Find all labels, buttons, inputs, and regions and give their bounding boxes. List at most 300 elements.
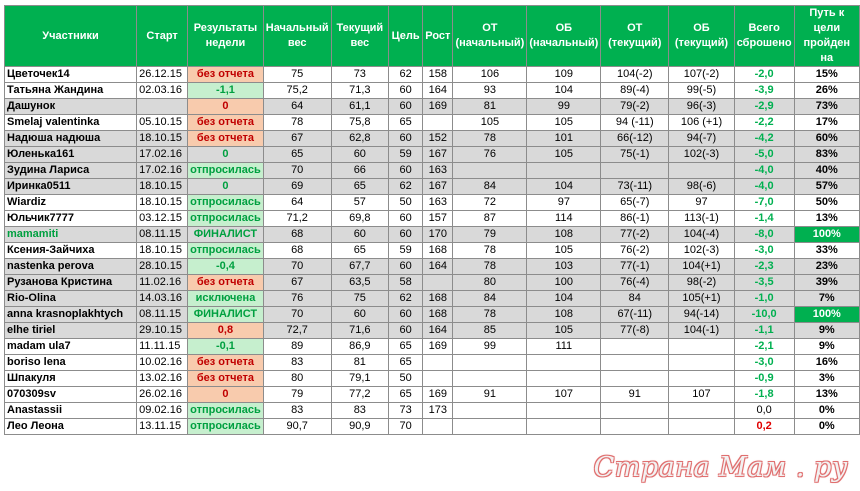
- cell-hips-current: [669, 355, 734, 371]
- table-row: [5, 307, 860, 323]
- cell-waist-start: 78: [453, 131, 527, 147]
- cell-weekly-result: отпросилась: [188, 403, 264, 419]
- cell-goal-weight: 62: [389, 67, 423, 83]
- cell-hips-start: 105: [527, 147, 601, 163]
- cell-goal-weight: 70: [389, 419, 423, 435]
- cell-participant-name: boriso lena: [5, 355, 137, 371]
- cell-participant-name: madam ula7: [5, 339, 137, 355]
- cell-weight-start: 83: [263, 355, 331, 371]
- cell-path-to-goal: 39%: [794, 275, 859, 291]
- cell-weight-start: 65: [263, 147, 331, 163]
- cell-path-to-goal: 23%: [794, 259, 859, 275]
- cell-participant-name: Юльчик7777: [5, 211, 137, 227]
- cell-path-to-goal: 13%: [794, 387, 859, 403]
- cell-hips-start: 114: [527, 211, 601, 227]
- cell-participant-name: Цветочек14: [5, 67, 137, 83]
- cell-start-date: 29.10.15: [137, 323, 188, 339]
- cell-waist-start: [453, 355, 527, 371]
- header-row: [5, 6, 860, 67]
- cell-height: 169: [423, 339, 453, 355]
- participants-table: [4, 5, 860, 435]
- cell-path-to-goal: 15%: [794, 67, 859, 83]
- cell-weight-current: 86,9: [331, 339, 388, 355]
- cell-total-lost: -3,0: [734, 243, 794, 259]
- cell-height: 168: [423, 291, 453, 307]
- cell-waist-start: [453, 371, 527, 387]
- cell-goal-weight: 60: [389, 83, 423, 99]
- cell-waist-current: 89(-4): [601, 83, 669, 99]
- cell-weight-start: 76: [263, 291, 331, 307]
- cell-participant-name: Дашунок: [5, 99, 137, 115]
- cell-hips-start: [527, 163, 601, 179]
- cell-height: 167: [423, 179, 453, 195]
- cell-waist-start: 78: [453, 243, 527, 259]
- cell-height: [423, 115, 453, 131]
- cell-waist-start: 84: [453, 291, 527, 307]
- cell-waist-current: [601, 339, 669, 355]
- cell-height: [423, 355, 453, 371]
- cell-hips-current: 105(+1): [669, 291, 734, 307]
- cell-total-lost: -7,0: [734, 195, 794, 211]
- cell-participant-name: Надюша надюша: [5, 131, 137, 147]
- cell-hips-current: 113(-1): [669, 211, 734, 227]
- cell-weight-start: 71,2: [263, 211, 331, 227]
- cell-weekly-result: отпросилась: [188, 195, 264, 211]
- cell-waist-start: 81: [453, 99, 527, 115]
- cell-waist-current: 77(-2): [601, 227, 669, 243]
- table-row: [5, 195, 860, 211]
- cell-participant-name: elhe tiriel: [5, 323, 137, 339]
- cell-weight-current: 62,8: [331, 131, 388, 147]
- cell-hips-start: [527, 419, 601, 435]
- cell-hips-start: 111: [527, 339, 601, 355]
- cell-goal-weight: 62: [389, 291, 423, 307]
- cell-hips-current: [669, 339, 734, 355]
- cell-hips-start: 101: [527, 131, 601, 147]
- cell-height: [423, 275, 453, 291]
- cell-path-to-goal: 9%: [794, 323, 859, 339]
- cell-weight-current: 79,1: [331, 371, 388, 387]
- cell-hips-current: 99(-5): [669, 83, 734, 99]
- cell-weekly-result: без отчета: [188, 371, 264, 387]
- table-row: [5, 179, 860, 195]
- cell-weight-start: 83: [263, 403, 331, 419]
- cell-weekly-result: отпросилась: [188, 163, 264, 179]
- cell-hips-start: 108: [527, 227, 601, 243]
- cell-participant-name: Зудина Лариса: [5, 163, 137, 179]
- cell-weight-start: 78: [263, 115, 331, 131]
- header-hips-start: ОБ (начальный): [527, 6, 601, 67]
- cell-waist-start: 80: [453, 275, 527, 291]
- cell-height: [423, 371, 453, 387]
- cell-weekly-result: без отчета: [188, 355, 264, 371]
- cell-waist-current: 76(-4): [601, 275, 669, 291]
- cell-participant-name: 070309sv: [5, 387, 137, 403]
- cell-weight-current: 60: [331, 227, 388, 243]
- cell-weight-current: 66: [331, 163, 388, 179]
- cell-path-to-goal: 33%: [794, 243, 859, 259]
- table-row: [5, 147, 860, 163]
- cell-waist-current: [601, 403, 669, 419]
- cell-waist-current: 79(-2): [601, 99, 669, 115]
- cell-height: 169: [423, 387, 453, 403]
- table-row: [5, 323, 860, 339]
- cell-height: 158: [423, 67, 453, 83]
- cell-hips-current: [669, 163, 734, 179]
- cell-weight-current: 71,3: [331, 83, 388, 99]
- cell-weekly-result: 0: [188, 387, 264, 403]
- table-row: [5, 211, 860, 227]
- cell-waist-current: 94 (-11): [601, 115, 669, 131]
- cell-total-lost: -4,0: [734, 179, 794, 195]
- cell-height: 169: [423, 99, 453, 115]
- cell-goal-weight: 73: [389, 403, 423, 419]
- cell-weight-current: 75: [331, 291, 388, 307]
- cell-waist-current: 66(-12): [601, 131, 669, 147]
- cell-hips-current: 97: [669, 195, 734, 211]
- cell-waist-start: 78: [453, 259, 527, 275]
- cell-participant-name: nastenka perova: [5, 259, 137, 275]
- cell-waist-current: 73(-11): [601, 179, 669, 195]
- cell-waist-start: 78: [453, 307, 527, 323]
- cell-hips-start: 104: [527, 83, 601, 99]
- cell-participant-name: Иринка0511: [5, 179, 137, 195]
- cell-hips-current: 104(-1): [669, 323, 734, 339]
- cell-participant-name: Anastassii: [5, 403, 137, 419]
- cell-total-lost: -2,9: [734, 99, 794, 115]
- cell-participant-name: Шпакуля: [5, 371, 137, 387]
- table-row: [5, 291, 860, 307]
- cell-participant-name: Лео Леона: [5, 419, 137, 435]
- cell-start-date: 13.02.16: [137, 371, 188, 387]
- cell-weekly-result: -0,4: [188, 259, 264, 275]
- cell-goal-weight: 65: [389, 339, 423, 355]
- cell-participant-name: mamamiti: [5, 227, 137, 243]
- cell-weekly-result: ФИНАЛИСТ: [188, 227, 264, 243]
- cell-path-to-goal: 9%: [794, 339, 859, 355]
- cell-height: 163: [423, 195, 453, 211]
- cell-start-date: 18.10.15: [137, 179, 188, 195]
- cell-total-lost: -4,2: [734, 131, 794, 147]
- cell-waist-current: 75(-1): [601, 147, 669, 163]
- table-row: [5, 339, 860, 355]
- header-total-lost: Всего сброшено: [734, 6, 794, 67]
- cell-hips-start: 99: [527, 99, 601, 115]
- cell-start-date: 11.11.15: [137, 339, 188, 355]
- header-result: Результаты недели: [188, 6, 264, 67]
- cell-weight-start: 72,7: [263, 323, 331, 339]
- cell-goal-weight: 60: [389, 227, 423, 243]
- cell-waist-start: 106: [453, 67, 527, 83]
- cell-total-lost: -2,2: [734, 115, 794, 131]
- cell-weight-current: 65: [331, 179, 388, 195]
- cell-weight-current: 60: [331, 307, 388, 323]
- cell-start-date: 05.10.15: [137, 115, 188, 131]
- table-row: [5, 387, 860, 403]
- cell-participant-name: anna krasnoplakhtych: [5, 307, 137, 323]
- cell-waist-start: 93: [453, 83, 527, 99]
- cell-start-date: 18.10.15: [137, 195, 188, 211]
- cell-weight-start: 67: [263, 275, 331, 291]
- cell-participant-name: Татьяна Жандина: [5, 83, 137, 99]
- cell-hips-current: 98(-6): [669, 179, 734, 195]
- cell-weight-start: 68: [263, 243, 331, 259]
- cell-goal-weight: 59: [389, 243, 423, 259]
- cell-start-date: 02.03.16: [137, 83, 188, 99]
- cell-height: 163: [423, 163, 453, 179]
- cell-total-lost: -0,9: [734, 371, 794, 387]
- cell-waist-current: 104(-2): [601, 67, 669, 83]
- cell-goal-weight: 60: [389, 307, 423, 323]
- cell-height: 170: [423, 227, 453, 243]
- cell-weight-current: 77,2: [331, 387, 388, 403]
- cell-weight-start: 64: [263, 99, 331, 115]
- cell-path-to-goal: 83%: [794, 147, 859, 163]
- cell-weekly-result: отпросилась: [188, 243, 264, 259]
- cell-waist-current: 86(-1): [601, 211, 669, 227]
- cell-goal-weight: 60: [389, 131, 423, 147]
- cell-hips-start: 105: [527, 115, 601, 131]
- cell-hips-current: 102(-3): [669, 243, 734, 259]
- cell-goal-weight: 60: [389, 211, 423, 227]
- cell-waist-current: 65(-7): [601, 195, 669, 211]
- cell-weight-start: 75,2: [263, 83, 331, 99]
- cell-hips-start: 109: [527, 67, 601, 83]
- cell-weight-start: 64: [263, 195, 331, 211]
- cell-total-lost: -2,0: [734, 67, 794, 83]
- cell-height: 168: [423, 243, 453, 259]
- cell-path-to-goal: 57%: [794, 179, 859, 195]
- cell-waist-start: 99: [453, 339, 527, 355]
- cell-weekly-result: без отчета: [188, 275, 264, 291]
- table-row: [5, 419, 860, 435]
- cell-weekly-result: исключена: [188, 291, 264, 307]
- cell-start-date: 18.10.15: [137, 131, 188, 147]
- cell-weight-start: 75: [263, 67, 331, 83]
- cell-weight-start: 70: [263, 307, 331, 323]
- cell-waist-start: 72: [453, 195, 527, 211]
- cell-weight-current: 81: [331, 355, 388, 371]
- cell-weight-start: 79: [263, 387, 331, 403]
- cell-height: 164: [423, 323, 453, 339]
- table-row: [5, 275, 860, 291]
- cell-waist-start: 84: [453, 179, 527, 195]
- cell-hips-start: [527, 403, 601, 419]
- cell-hips-current: 98(-2): [669, 275, 734, 291]
- cell-path-to-goal: 17%: [794, 115, 859, 131]
- cell-weight-start: 68: [263, 227, 331, 243]
- cell-weekly-result: 0: [188, 147, 264, 163]
- cell-weekly-result: 0,8: [188, 323, 264, 339]
- cell-goal-weight: 58: [389, 275, 423, 291]
- cell-hips-current: [669, 371, 734, 387]
- cell-weekly-result: отпросилась: [188, 419, 264, 435]
- cell-hips-current: 104(-4): [669, 227, 734, 243]
- cell-total-lost: 0,0: [734, 403, 794, 419]
- cell-start-date: 11.02.16: [137, 275, 188, 291]
- cell-hips-current: 107(-2): [669, 67, 734, 83]
- cell-path-to-goal: 7%: [794, 291, 859, 307]
- table-row: [5, 371, 860, 387]
- cell-start-date: 09.02.16: [137, 403, 188, 419]
- cell-hips-current: 96(-3): [669, 99, 734, 115]
- cell-goal-weight: 62: [389, 179, 423, 195]
- cell-weight-start: 90,7: [263, 419, 331, 435]
- cell-path-to-goal: 73%: [794, 99, 859, 115]
- cell-weekly-result: -0,1: [188, 339, 264, 355]
- cell-path-to-goal: 0%: [794, 419, 859, 435]
- cell-waist-start: 87: [453, 211, 527, 227]
- cell-height: [423, 419, 453, 435]
- cell-participant-name: Юленька161: [5, 147, 137, 163]
- cell-goal-weight: 59: [389, 147, 423, 163]
- cell-total-lost: -4,0: [734, 163, 794, 179]
- cell-goal-weight: 65: [389, 355, 423, 371]
- table-row: [5, 403, 860, 419]
- cell-total-lost: -5,0: [734, 147, 794, 163]
- cell-waist-current: 76(-2): [601, 243, 669, 259]
- table-row: [5, 99, 860, 115]
- cell-waist-current: 91: [601, 387, 669, 403]
- header-path-to-goal: Путь к цели пройден на: [794, 6, 859, 67]
- cell-weight-current: 69,8: [331, 211, 388, 227]
- cell-weight-current: 65: [331, 243, 388, 259]
- cell-path-to-goal: 0%: [794, 403, 859, 419]
- cell-total-lost: -1,8: [734, 387, 794, 403]
- cell-start-date: 14.03.16: [137, 291, 188, 307]
- cell-weight-current: 60: [331, 147, 388, 163]
- cell-height: 167: [423, 147, 453, 163]
- cell-start-date: 18.10.15: [137, 243, 188, 259]
- cell-hips-start: 107: [527, 387, 601, 403]
- cell-goal-weight: 60: [389, 99, 423, 115]
- cell-weight-current: 57: [331, 195, 388, 211]
- cell-waist-current: [601, 355, 669, 371]
- cell-waist-start: 76: [453, 147, 527, 163]
- cell-waist-current: [601, 163, 669, 179]
- cell-participant-name: Рузанова Кристина: [5, 275, 137, 291]
- cell-weekly-result: 0: [188, 179, 264, 195]
- cell-goal-weight: 65: [389, 387, 423, 403]
- cell-hips-start: 105: [527, 323, 601, 339]
- cell-hips-start: 103: [527, 259, 601, 275]
- cell-waist-start: 79: [453, 227, 527, 243]
- cell-hips-start: 104: [527, 291, 601, 307]
- cell-weight-current: 83: [331, 403, 388, 419]
- table-row: [5, 131, 860, 147]
- cell-start-date: 08.11.15: [137, 307, 188, 323]
- cell-hips-start: 108: [527, 307, 601, 323]
- cell-hips-current: [669, 419, 734, 435]
- cell-height: 164: [423, 259, 453, 275]
- cell-weight-current: 75,8: [331, 115, 388, 131]
- header-goal: Цель: [389, 6, 423, 67]
- cell-start-date: 17.02.16: [137, 147, 188, 163]
- cell-goal-weight: 60: [389, 259, 423, 275]
- header-hips-current: ОБ (текущий): [669, 6, 734, 67]
- cell-hips-current: 94(-7): [669, 131, 734, 147]
- cell-start-date: 17.02.16: [137, 163, 188, 179]
- cell-waist-current: [601, 371, 669, 387]
- cell-hips-current: 94(-14): [669, 307, 734, 323]
- cell-weight-current: 73: [331, 67, 388, 83]
- cell-participant-name: Smelaj valentinka: [5, 115, 137, 131]
- cell-total-lost: 0,2: [734, 419, 794, 435]
- cell-hips-current: 107: [669, 387, 734, 403]
- cell-weight-current: 71,6: [331, 323, 388, 339]
- cell-total-lost: -10,0: [734, 307, 794, 323]
- cell-weekly-result: отпросилась: [188, 211, 264, 227]
- cell-hips-current: [669, 403, 734, 419]
- header-weight-current: Текущий вес: [331, 6, 388, 67]
- cell-hips-current: 104(+1): [669, 259, 734, 275]
- cell-height: 168: [423, 307, 453, 323]
- cell-path-to-goal: 3%: [794, 371, 859, 387]
- cell-weight-start: 67: [263, 131, 331, 147]
- cell-height: 152: [423, 131, 453, 147]
- cell-waist-start: 91: [453, 387, 527, 403]
- cell-path-to-goal: 40%: [794, 163, 859, 179]
- table-row: [5, 243, 860, 259]
- cell-weekly-result: -1,1: [188, 83, 264, 99]
- cell-path-to-goal: 50%: [794, 195, 859, 211]
- table-row: [5, 83, 860, 99]
- cell-height: 164: [423, 83, 453, 99]
- cell-start-date: 28.10.15: [137, 259, 188, 275]
- cell-hips-start: 105: [527, 243, 601, 259]
- cell-weight-start: 69: [263, 179, 331, 195]
- cell-goal-weight: 65: [389, 115, 423, 131]
- header-weight-start: Начальный вес: [263, 6, 331, 67]
- table-row: [5, 259, 860, 275]
- cell-weight-start: 89: [263, 339, 331, 355]
- cell-total-lost: -8,0: [734, 227, 794, 243]
- cell-total-lost: -2,1: [734, 339, 794, 355]
- table-row: [5, 163, 860, 179]
- cell-total-lost: -1,4: [734, 211, 794, 227]
- cell-total-lost: -3,9: [734, 83, 794, 99]
- cell-participant-name: Rio-Olina: [5, 291, 137, 307]
- cell-total-lost: -1,0: [734, 291, 794, 307]
- cell-weight-start: 70: [263, 163, 331, 179]
- cell-start-date: 26.02.16: [137, 387, 188, 403]
- cell-waist-current: 67(-11): [601, 307, 669, 323]
- cell-waist-current: 77(-8): [601, 323, 669, 339]
- cell-hips-current: 102(-3): [669, 147, 734, 163]
- cell-start-date: 26.12.15: [137, 67, 188, 83]
- cell-path-to-goal: 100%: [794, 307, 859, 323]
- cell-total-lost: -3,5: [734, 275, 794, 291]
- table-row: [5, 67, 860, 83]
- header-waist-start: ОТ (начальный): [453, 6, 527, 67]
- cell-path-to-goal: 13%: [794, 211, 859, 227]
- cell-hips-start: 104: [527, 179, 601, 195]
- cell-path-to-goal: 100%: [794, 227, 859, 243]
- header-start: Старт: [137, 6, 188, 67]
- cell-weight-current: 90,9: [331, 419, 388, 435]
- cell-start-date: 08.11.15: [137, 227, 188, 243]
- cell-hips-start: [527, 355, 601, 371]
- table-row: [5, 355, 860, 371]
- cell-path-to-goal: 60%: [794, 131, 859, 147]
- cell-total-lost: -2,3: [734, 259, 794, 275]
- cell-path-to-goal: 16%: [794, 355, 859, 371]
- cell-start-date: 10.02.16: [137, 355, 188, 371]
- cell-goal-weight: 50: [389, 371, 423, 387]
- header-name: Участники: [5, 6, 137, 67]
- cell-weekly-result: без отчета: [188, 131, 264, 147]
- cell-start-date: 13.11.15: [137, 419, 188, 435]
